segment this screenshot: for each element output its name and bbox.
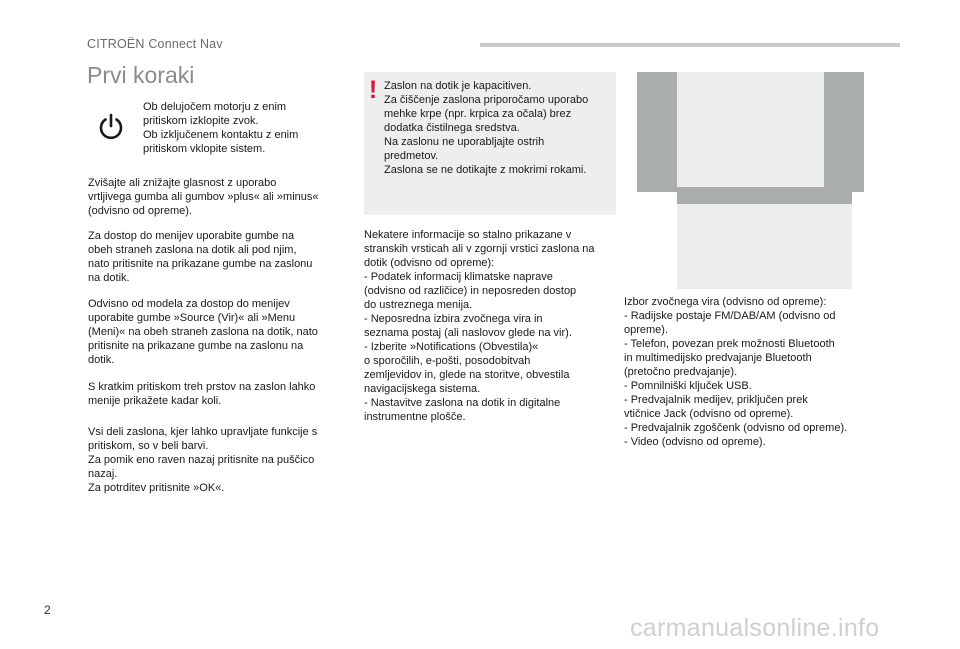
warning-text: Zaslon na dotik je kapacitiven. Za čiščenje zaslona priporočamo uporabo mehke krpe (npr. krpica za očala) brez dodatka čistilnega sredstva. Na zaslonu ne uporabljajte ostrih predmetov. Zaslona se ne dotikajte z mokrimi rokami. (384, 80, 589, 176)
watermark: carmanualsonline.info (630, 614, 880, 642)
header-bar (480, 43, 900, 47)
volume-text: Zvišajte ali znižajte glasnost z uporabo vrtljivega gumba ali gumbov »plus« ali »minus« (odvisno od opreme). (88, 177, 319, 217)
menus-text: Za dostop do menijev uporabite gumbe na obeh straneh zaslona na dotik ali pod njim, nato pritisnite na prikazane gumbe na zaslonu na dotik. (88, 230, 313, 284)
page-title: Prvi koraki (87, 62, 195, 88)
header-title: CITROËN Connect Nav (87, 37, 223, 51)
model-text: Odvisno od modela za dostop do menijev uporabite gumbe »Source (Vir)« ali »Menu (Meni)« na obeh straneh zaslona na dotik, nato pritisnite na prikazane gumbe na zaslonu na dotik. (88, 298, 318, 366)
warning-icon: ! (368, 76, 378, 104)
touchscreen-top-bar (677, 187, 852, 204)
touchscreen-illustration-large (637, 72, 864, 192)
touchscreen-display-area (677, 72, 824, 192)
power-icon (96, 112, 126, 142)
power-text: Ob delujočem motorju z enim pritiskom izklopite zvok. Ob izključenem kontaktu z enim pritiskom vklopite sistem. (143, 101, 299, 155)
page-number: 2 (44, 603, 51, 617)
zones-text: Vsi deli zaslona, kjer lahko upravljate funkcije s pritiskom, so v beli barvi. Za pomik eno raven nazaj pritisnite na puščico nazaj. Za potrditev pritisnite »OK«. (88, 426, 318, 494)
touchscreen-illustration-small (677, 187, 852, 289)
warning-box (364, 72, 616, 215)
info-text: Nekatere informacije so stalno prikazane v stranskih vrsticah ali v zgornji vrstici zaslona na dotik (odvisno od opreme): - Podatek informacij klimatske naprave (odvisno od različice) in neposreden dostop do ustreznega menija. - Neposredna izbira zvočnega vira in seznama postaj (ali naslovov glede na vir). - Izberite »Notifications (Obvestila)« o sporočilih, e-pošti, posodobitvah zemljevidov in, glede na storitve, obvestila navigacijskega sistema. - Nastavitve zaslona na dotik in digitalne instrumentne plošče. (364, 229, 595, 423)
swipe-text: S kratkim pritiskom treh prstov na zaslon lahko menije prikažete kadar koli. (88, 381, 316, 407)
source-text: Izbor zvočnega vira (odvisno od opreme): - Radijske postaje FM/DAB/AM (odvisno od opreme). - Telefon, povezan prek možnosti Bluetooth in multimedijsko predvajanje Bluetooth (pretočno predvajanje). - Pomnilniški ključek USB. - Predvajalnik medijev, priključen prek vtičnice Jack (odvisno od opreme). - Predvajalnik zgoščenk (odvisno od opreme). - Video (odvisno od opreme). (624, 296, 848, 448)
